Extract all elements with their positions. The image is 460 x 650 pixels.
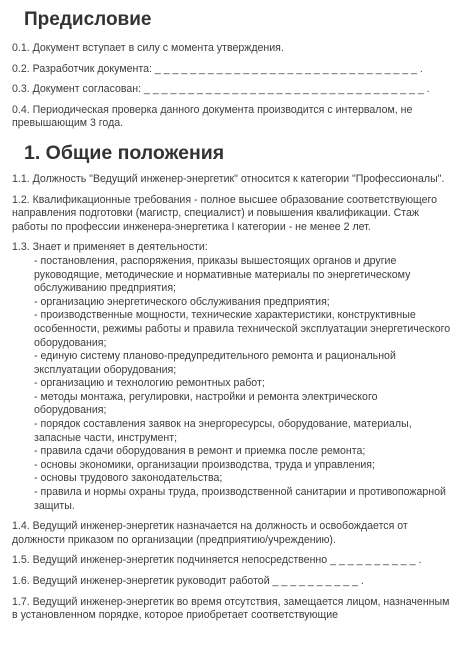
knowledge-item: - основы трудового законодательства; bbox=[34, 472, 223, 485]
knowledge-item: - единую систему планово-предупредительного ремонта и рациональной эксплуатации оборудования; bbox=[34, 350, 396, 376]
knowledge-item: - правила сдачи оборудования в ремонт и приемка после ремонта; bbox=[34, 445, 366, 458]
clause-1-2: 1.2. Квалификационные требования - полное высшее образование соответствующего направления подготовки (магистр, специалист) и повышения квалификации. Стаж работы по профессии инженера-энергетика I категории - не менее 2 лет. bbox=[12, 193, 438, 233]
preface-item-0-2: 0.2. Разработчик документа: _ _ _ _ _ _ _ _ _ _ _ _ _ _ _ _ _ _ _ _ _ _ _ _ _ _ _ _ _ _ . bbox=[12, 62, 423, 75]
clause-1-3 bbox=[12, 241, 452, 513]
knowledge-item: - правила и нормы охраны труда, производственной санитарии и противопожарной защиты. bbox=[34, 486, 446, 512]
clause-1-4: 1.4. Ведущий инженер-энергетик назначается на должность и освобождается от должности приказом по организации (предприятию/учреждению). bbox=[12, 520, 408, 546]
section-1-heading: 1. Общие положения bbox=[24, 141, 225, 164]
preface-item-0-4: 0.4. Периодическая проверка данного документа производится с интервалом, не превышающим 3 года. bbox=[12, 103, 413, 130]
preface-heading: Предисловие bbox=[24, 9, 152, 30]
knowledge-item: - методы монтажа, регулировки, настройки и ремонта электрического оборудования; bbox=[34, 390, 378, 417]
clause-1-1: 1.1. Должность "Ведущий инженер-энергетик" относится к категории "Профессионалы". bbox=[12, 172, 445, 185]
knowledge-item: - порядок составления заявок на энергоресурсы, оборудование, материалы, запасные части, инструмент; bbox=[34, 418, 412, 444]
knowledge-item: - постановления, распоряжения, приказы вышестоящих органов и другие руководящие, методические и нормативные материалы по энергетическому обслуживанию предприятия; bbox=[34, 254, 411, 295]
clause-1-7: 1.7. Ведущий инженер-энергетик во время отсутствия, замещается лицом, назначенным в установленном порядке, которое приобретает соответствующие bbox=[12, 595, 450, 622]
knowledge-item: - организацию и технологию ремонтных работ; bbox=[34, 377, 265, 390]
preface-item-0-1: 0.1. Документ вступает в силу с момента утверждения. bbox=[12, 42, 284, 54]
knowledge-item: - организацию энергетического обслуживания предприятия; bbox=[34, 295, 330, 308]
clause-1-6: 1.6. Ведущий инженер-энергетик руководит работой _ _ _ _ _ _ _ _ _ _ . bbox=[12, 575, 364, 587]
preface-item-0-3: 0.3. Документ согласован: _ _ _ _ _ _ _ _ _ _ _ _ _ _ _ _ _ _ _ _ _ _ _ _ _ _ _ _ _ _ _ _ . bbox=[12, 83, 430, 96]
knowledge-item: - производственные мощности, технические характеристики, конструктивные особенности, режимы работы и правила технической эксплуатации энергетического оборудования; bbox=[34, 309, 451, 349]
clause-1-5: 1.5. Ведущий инженер-энергетик подчиняется непосредственно _ _ _ _ _ _ _ _ _ _ . bbox=[12, 554, 422, 567]
clause-1-3-intro: 1.3. Знает и применяет в деятельности: bbox=[12, 241, 208, 254]
knowledge-item: - основы экономики, организации производства, труда и управления; bbox=[34, 458, 375, 471]
